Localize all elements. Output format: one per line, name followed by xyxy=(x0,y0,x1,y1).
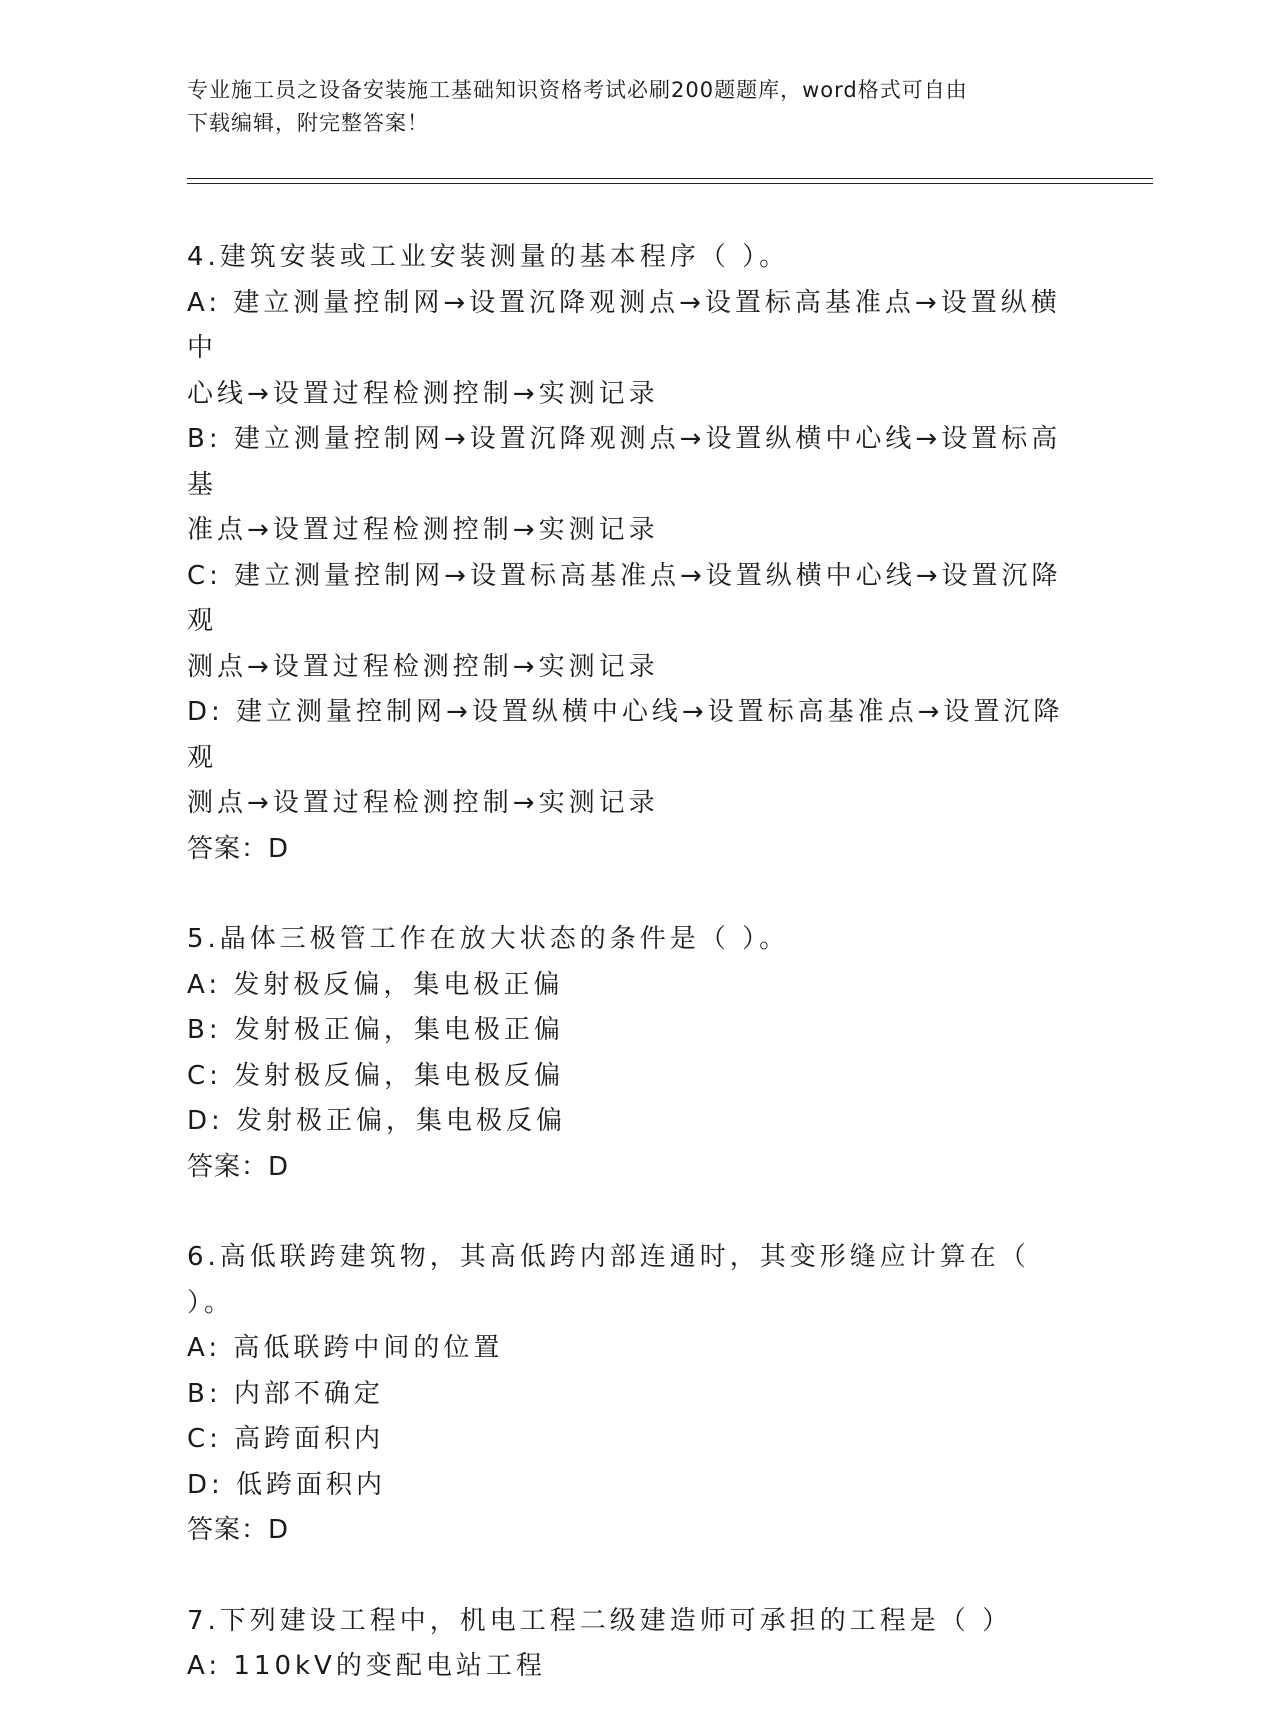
question-stem: 7.下列建设工程中，机电工程二级建造师可承担的工程是（ ） xyxy=(187,1605,1013,1636)
option-c: C: 高跨面积内 xyxy=(187,1424,385,1454)
option-text: C: 建立测量控制网→设置标高基准点→设置纵横中心线→设置沉降观 xyxy=(187,560,1062,636)
option-d xyxy=(187,690,1087,827)
question-4 xyxy=(187,235,1087,872)
option-text: D: 建立测量控制网→设置纵横中心线→设置标高基准点→设置沉降观 xyxy=(187,697,1064,773)
answer-label: 答案：D xyxy=(187,1151,290,1182)
answer-label: 答案：D xyxy=(187,833,290,864)
question-stem: 4.建筑安装或工业安装测量的基本程序（ ）。 xyxy=(187,242,790,272)
option-text: A: 建立测量控制网→设置沉降观测点→设置标高基准点→设置纵横中 xyxy=(187,287,1061,363)
question-stem: 6.高低联跨建筑物，其高低跨内部连通时，其变形缝应计算在（ ）。 xyxy=(187,1242,1030,1318)
option-text: B: 建立测量控制网→设置沉降观测点→设置纵横中心线→设置标高基 xyxy=(187,424,1062,500)
option-b: B: 发射极正偏，集电极正偏 xyxy=(187,1015,564,1045)
question-5 xyxy=(187,917,1087,1190)
question-list xyxy=(187,235,1087,1735)
question-7 xyxy=(187,1599,1087,1690)
option-d: D: 发射极正偏，集电极反偏 xyxy=(187,1106,567,1136)
option-c: C: 发射极反偏，集电极反偏 xyxy=(187,1060,565,1091)
header-divider-bottom xyxy=(187,183,1153,184)
option-text-cont: 测点→设置过程检测控制→实测记录 xyxy=(187,651,659,682)
document-header xyxy=(187,74,1067,140)
option-a xyxy=(187,281,1087,418)
option-d: D: 低跨面积内 xyxy=(187,1469,387,1500)
question-6 xyxy=(187,1235,1087,1554)
option-c xyxy=(187,554,1087,691)
option-text-cont: 准点→设置过程检测控制→实测记录 xyxy=(187,515,659,545)
header-divider-top xyxy=(187,178,1153,179)
option-text-cont: 心线→设置过程检测控制→实测记录 xyxy=(187,378,659,409)
option-b xyxy=(187,417,1087,554)
option-a: A: 发射极反偏，集电极正偏 xyxy=(187,969,564,1000)
answer-label: 答案：D xyxy=(187,1515,290,1545)
option-b: B: 内部不确定 xyxy=(187,1378,384,1409)
option-a: A: 110kV的变配电站工程 xyxy=(187,1651,546,1681)
question-stem: 5.晶体三极管工作在放大状态的条件是（ ）。 xyxy=(187,924,790,954)
header-line-2: 下载编辑，附完整答案！ xyxy=(187,111,429,135)
option-a: A: 高低联跨中间的位置 xyxy=(187,1333,504,1363)
option-text-cont: 测点→设置过程检测控制→实测记录 xyxy=(187,788,659,818)
header-line-1: 专业施工员之设备安装施工基础知识资格考试必刷200题题库，word格式可自由 xyxy=(187,78,968,102)
